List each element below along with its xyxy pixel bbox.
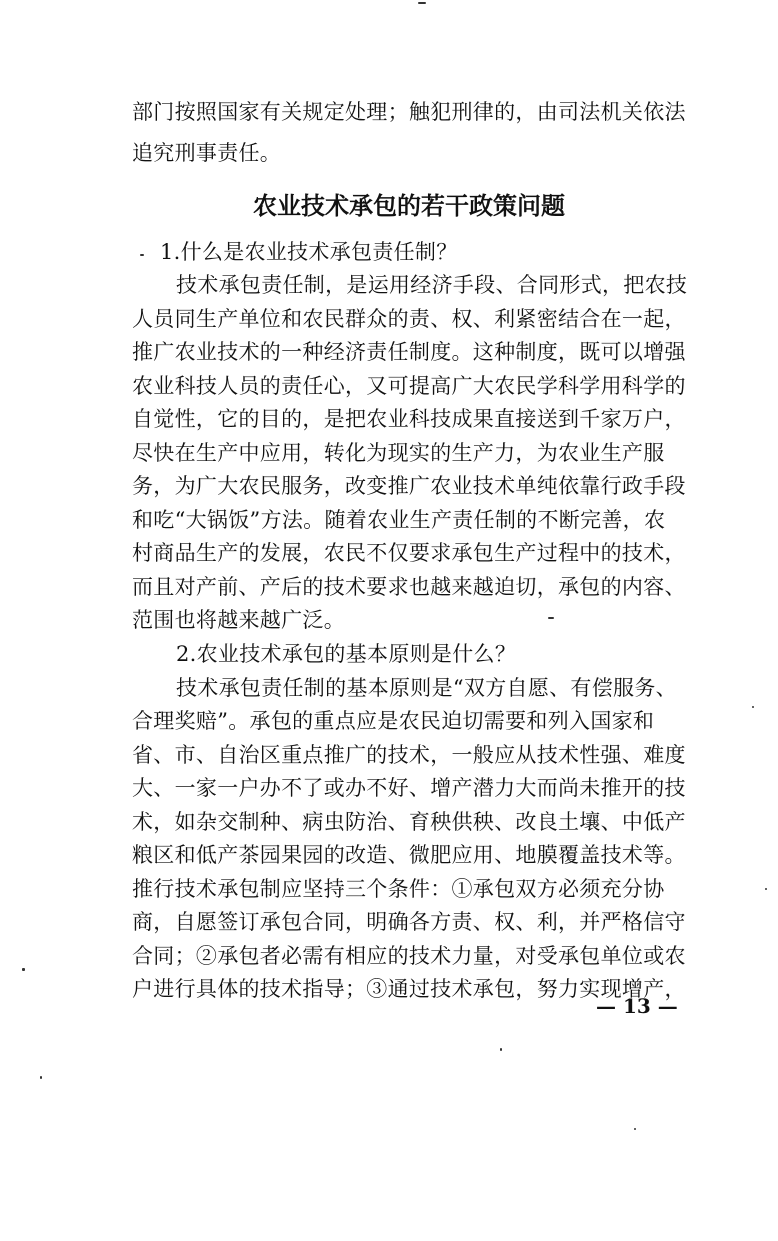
paragraph-line: 尽快在生产中应用，转化为现实的生产力，为农业生产服 [132,441,665,465]
scan-speck [22,968,25,971]
paragraph-line: 农业科技人员的责任心，又可提高广大农民学科学用科学的 [132,374,686,398]
paragraph-line: 推行技术承包制应坚持三个条件：①承包双方必须充分协 [132,877,665,901]
paragraph-line: 而且对产前、产后的技术要求也越来越迫切，承包的内容、 [132,575,686,599]
paragraph-line: 粮区和低产茶园果园的改造、微肥应用、地膜覆盖技术等。 [132,843,686,867]
page-number: — 13 — [596,994,678,1018]
scan-speck [418,2,426,4]
paragraph-line: 范围也将越来越广泛。 [132,608,345,632]
paragraph-line: 合理奖赔”。承包的重点应是农民迫切需要和列入国家和 [132,709,655,733]
section-title: 农业技术承包的若干政策问题 [253,192,565,220]
question-heading: 2.农业技术承包的基本原则是什么？ [176,642,517,666]
paragraph-line: 大、一家一户办不了或办不好、增产潜力大而尚未推开的技 [132,776,686,800]
paragraph-line: 村商品生产的发展，农民不仅要求承包生产过程中的技术， [132,541,686,565]
scan-speck [548,617,554,619]
paragraph-line: 户进行具体的技术指导；③通过技术承包，努力实现增产， [132,977,686,1001]
paragraph-line: 推广农业技术的一种经济责任制度。这种制度，既可以增强 [132,340,686,364]
scan-speck [752,706,754,708]
paragraph-line: 技术承包责任制的基本原则是“双方自愿、有偿服务、 [176,676,677,700]
paragraph-line: 商，自愿签订承包合同，明确各方责、权、利，并严格信守 [132,910,686,934]
text-line: 追究刑事责任。 [132,141,282,165]
paragraph-line: 合同；②承包者必需有相应的技术力量，对受承包单位或农 [132,944,686,968]
paragraph-line: 和吃“大锅饭”方法。随着农业生产责任制的不断完善，农 [132,508,666,532]
paragraph-line: 务，为广大农民服务，改变推广农业技术单纯依靠行政手段 [132,474,686,498]
question-heading: 1.什么是农业技术承包责任制？ [160,240,458,264]
paragraph-line: 术，如杂交制种、病虫防治、育秧供秧、改良土壤、中低产 [132,810,686,834]
paragraph-line: 人员同生产单位和农民群众的责、权、利紧密结合在一起， [132,307,686,331]
paragraph-line: 自觉性，它的目的，是把农业科技成果直接送到千家万户， [132,407,686,431]
scan-speck [765,888,767,890]
scan-speck [40,1076,42,1079]
scan-speck [500,1048,502,1051]
paragraph-line: 省、市、自治区重点推广的技术，一般应从技术性强、难度 [132,743,686,767]
text-line: 部门按照国家有关规定处理；触犯刑律的，由司法机关依法 [132,100,686,124]
scan-speck [634,1128,636,1130]
paragraph-line: 技术承包责任制，是运用经济手段、合同形式，把农技 [176,273,688,297]
scan-speck [140,254,144,256]
